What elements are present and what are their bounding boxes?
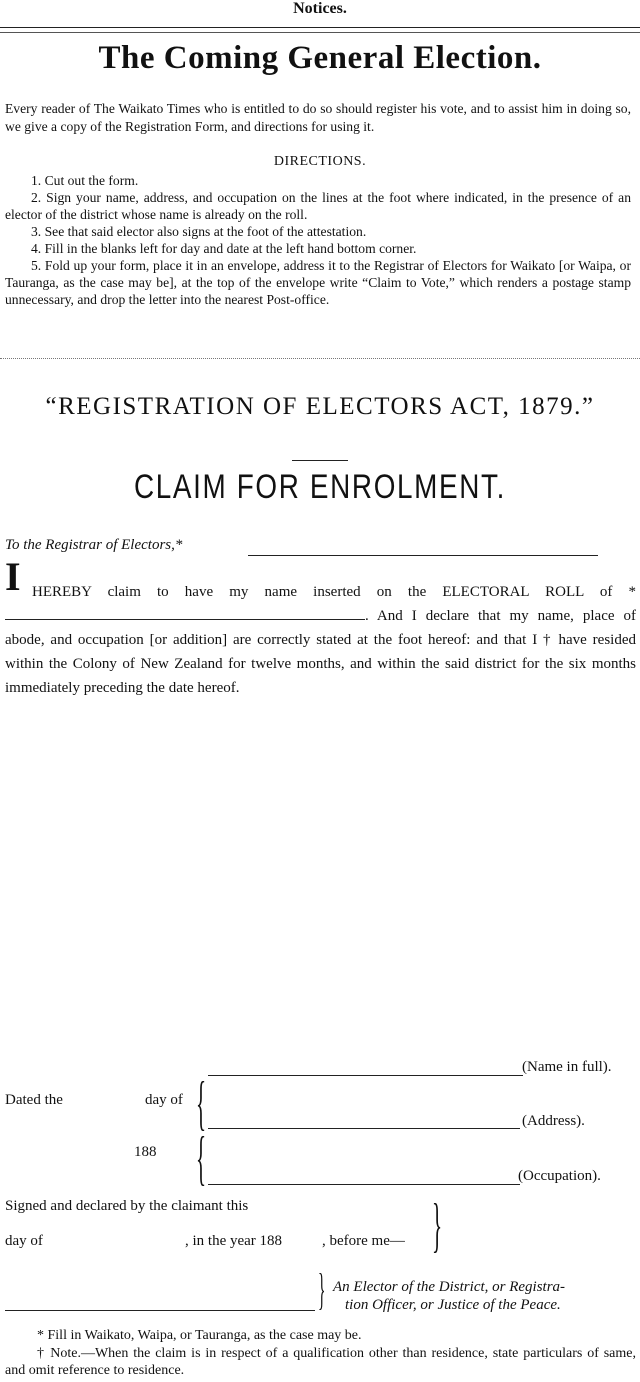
to-registrar: To the Registrar of Electors,* (5, 537, 183, 553)
notice-title: The Coming General Election. (98, 40, 542, 76)
direction-item: 4. Fill in the blanks left for day and date at the left hand bottom corner. (31, 241, 417, 256)
header-rule (0, 27, 640, 28)
elector-line-1: An Elector of the District, or Registra- (333, 1279, 566, 1295)
title-divider (292, 460, 348, 461)
footnote-2: † Note.—When the claim is in respect of a qualification other than residence, state particulars of same, and omit reference to residence. (5, 1346, 636, 1378)
act-title: “REGISTRATION OF ELECTORS ACT, 1879.” (45, 393, 595, 420)
signed-declared: Signed and declared by the claimant this (5, 1198, 249, 1214)
before-me: , before me— (322, 1233, 405, 1249)
notice-intro: Every reader of The Waikato Times who is entitled to do so should register his vote, and to assist him in doing so, we give a copy of the Registration Form, and directions for using it. (5, 101, 631, 134)
address-label: (Address). (522, 1113, 585, 1129)
notice-divider (0, 358, 640, 359)
direction-item: 3. See that said elector also signs at the foot of the attestation. (31, 224, 367, 239)
day-of-2: day of (5, 1233, 43, 1249)
claim-body-text-1: HEREBY claim to have my name inserted on the ELECTORAL ROLL of * (32, 584, 636, 600)
day-of-label: day of (145, 1092, 183, 1108)
directions-heading: DIRECTIONS. (273, 154, 367, 169)
left-brace-lower: { (196, 1125, 207, 1191)
direction-item: 1. Cut out the form. (31, 173, 139, 188)
year-label: 188 (134, 1144, 157, 1160)
right-brace: } (432, 1192, 443, 1258)
occupation-line (208, 1184, 520, 1185)
directions-list (5, 172, 631, 308)
dated-the: Dated the (5, 1092, 63, 1108)
header-rule-2 (0, 32, 640, 33)
left-brace-upper: { (196, 1070, 207, 1136)
footnote-1: * Fill in Waikato, Waipa, or Tauranga, as the case may be. (37, 1328, 362, 1343)
direction-item: 2. Sign your name, address, and occupation on the lines at the foot where indicated, in the presence of an elector of the district whose name is already on the roll. (5, 190, 631, 222)
section-header: Notices. (293, 0, 347, 17)
direction-item: 5. Fold up your form, place it in an envelope, address it to the Registrar of Electors for Waikato [or Waipa, or Tauranga, as the case may be], at the top of the envelope write “Claim to Vote,” which renders a postage stamp unnecessary, and drop the letter into the nearest Post-office. (5, 258, 631, 307)
claim-body-text-2: . And I declare that my name, place of abode, and occupation [or addition] are correctly stated at the foot hereof: and that I † have resided within the Colony of New Zealand for twelve months, and within the said district for the six months immediately preceding the date hereof. (5, 608, 636, 696)
claim-title: CLAIM FOR ENROLMENT. (133, 468, 507, 506)
claim-body (5, 580, 636, 700)
occupation-label: (Occupation). (518, 1168, 601, 1184)
in-the-year: , in the year 188 (185, 1233, 283, 1249)
name-line (208, 1075, 523, 1076)
name-label: (Name in full). (522, 1059, 612, 1075)
electoral-roll-blank (5, 619, 365, 620)
address-line (208, 1128, 520, 1129)
elector-line-2: tion Officer, or Justice of the Peace. (345, 1297, 561, 1313)
drop-cap: I (5, 554, 21, 599)
witness-brace: } (318, 1265, 326, 1314)
witness-line (5, 1310, 315, 1311)
registrar-blank-line (248, 555, 598, 556)
